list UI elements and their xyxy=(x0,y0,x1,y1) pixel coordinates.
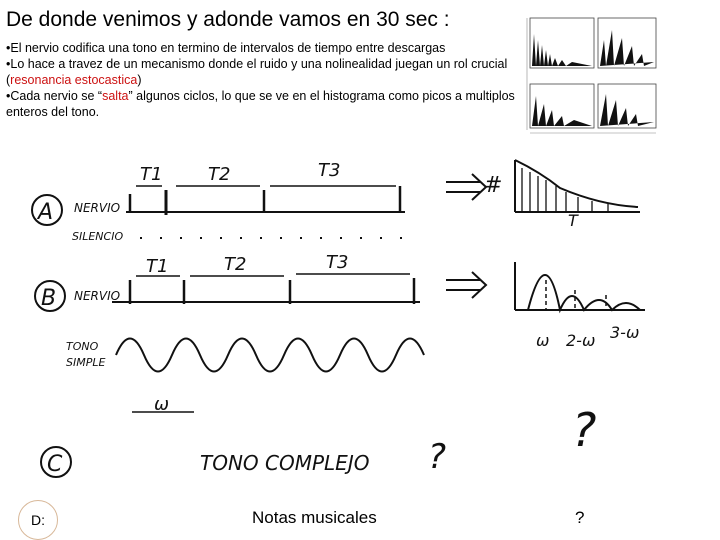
bullet-2-text: •Lo hace a travez de un mecanismo donde el ruido y una nolinealidad juegan un rol crucial ( xyxy=(6,57,508,87)
tono-complejo-label: TONO COMPLEJO xyxy=(200,451,370,475)
bullet-1: •El nervio codifica una tono en termino de intervalos de tiempo entre descargas xyxy=(6,41,446,55)
t3-label-b: T3 xyxy=(326,252,349,273)
peak-histogram xyxy=(515,262,645,350)
footer-question-mark: ? xyxy=(575,508,585,527)
t1-label-a: T1 xyxy=(140,164,163,185)
slide-title: De donde venimos y adonde vamos en 30 sec : xyxy=(6,8,450,31)
label-a: A xyxy=(38,200,54,225)
bullet-3-highlight: salta xyxy=(102,89,129,103)
bullet-2-end: ) xyxy=(137,73,142,87)
t-axis-label: T xyxy=(568,211,578,230)
tono-label: TONO xyxy=(66,340,99,353)
bullet-3-pre: •Cada nervio se “ xyxy=(6,89,103,103)
section-a xyxy=(32,160,410,243)
t2-label-b: T2 xyxy=(224,254,247,275)
peak-2-label: 2-ω xyxy=(566,331,596,350)
hash-label: # xyxy=(484,173,503,198)
omega-label: ω xyxy=(154,394,170,415)
silencio-label: SILENCIO xyxy=(72,230,124,243)
decay-histogram xyxy=(515,160,640,230)
section-b xyxy=(35,252,424,415)
t1-label-b: T1 xyxy=(146,256,169,277)
arrow-b xyxy=(446,272,486,298)
arrow-a xyxy=(446,174,486,200)
t2-label-a: T2 xyxy=(208,164,231,185)
simple-label: SIMPLE xyxy=(66,356,106,369)
bullet-3-post: ” algunos ciclos, lo que se ve en el histograma como picos a multiplos enteros del tono. xyxy=(6,89,515,119)
question-mark-right: ? xyxy=(572,403,597,457)
peak-1-label: ω xyxy=(536,331,550,350)
nervio-a-label: NERVIO xyxy=(74,201,121,215)
nervio-b-label: NERVIO xyxy=(74,289,121,303)
peak-3-label: 3-ω xyxy=(610,323,640,342)
bullet-2-highlight: resonancia estocastica xyxy=(10,73,138,87)
label-d: D: xyxy=(18,500,58,540)
label-b: B xyxy=(41,286,57,311)
section-c xyxy=(41,403,596,477)
notas-musicales-label: Notas musicales xyxy=(252,508,377,527)
question-mark-c: ? xyxy=(428,437,447,477)
label-c: C xyxy=(47,452,63,477)
t3-label-a: T3 xyxy=(318,160,341,181)
